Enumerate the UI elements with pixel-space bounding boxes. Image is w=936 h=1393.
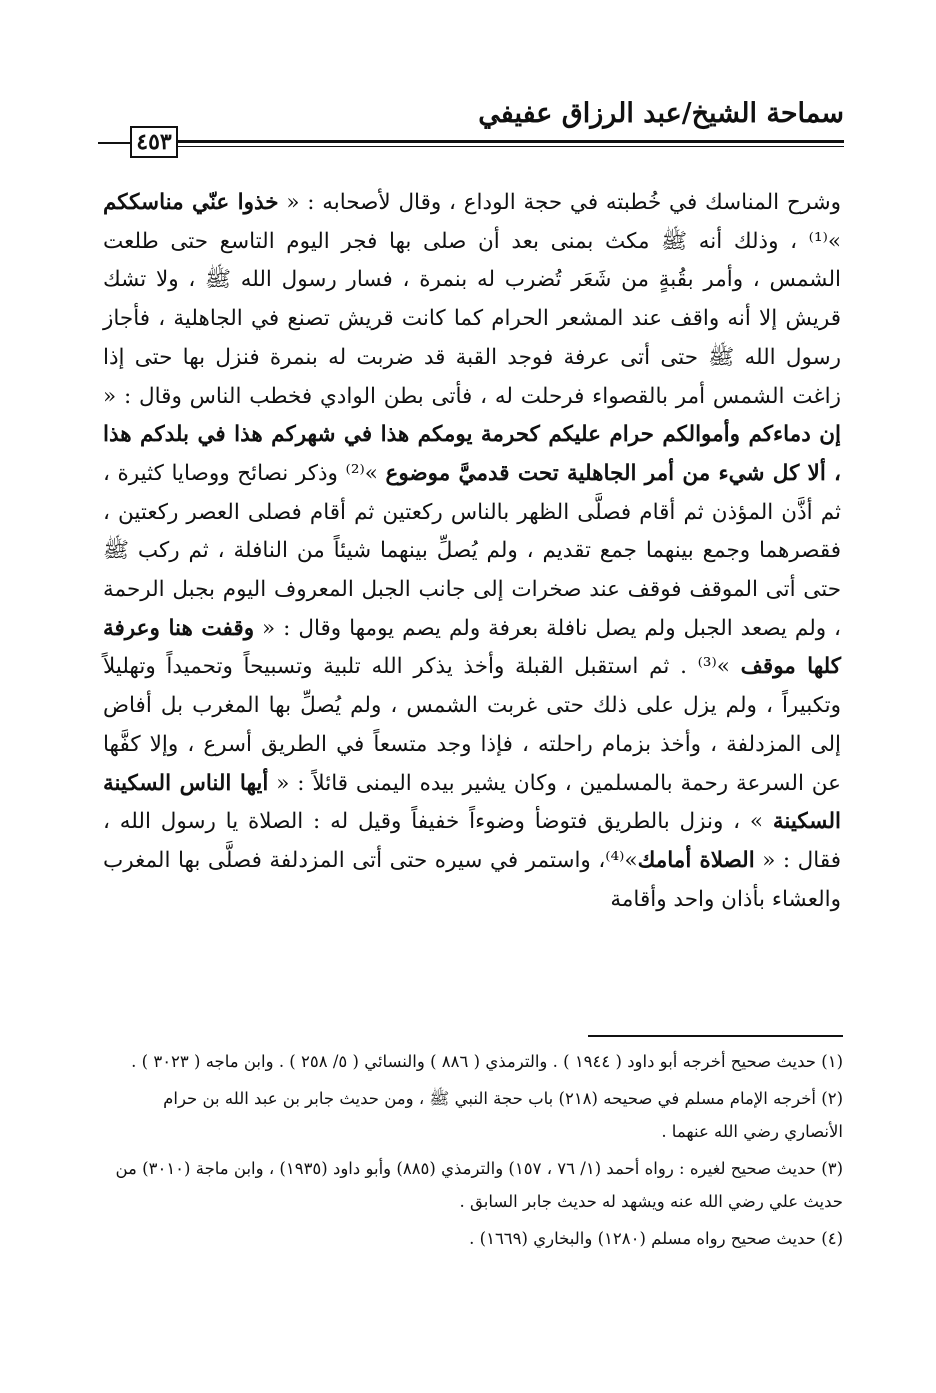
quote-run: وقفت هنا وعرفة كلها موقف [103, 615, 841, 680]
page-header [98, 98, 844, 168]
page-number: ٤٥٣ [130, 126, 178, 158]
text-run: »⁽³⁾ . ثم استقبل القبلة وأخذ يذكر الله تلبية وتسبيحاً وتحميداً وتهليلاً وتكبيراً ، ولم يزل على ذلك حتى غربت الشمس ، ولم يُصلِّ بها المغرب بل أفاض إلى المزدلفة ، وأخذ بزمام راحلته ، فإذا وجد متسعاً في الطريق أسرع ، وإلا كفَّها عن السرعة رحمة بالمسلمين ، وكان يشير بيده اليمنى قائلاً : « [103, 654, 841, 796]
quote-run: خذوا عنّي مناسككم [103, 190, 279, 215]
quote-run: إن دماءكم وأموالكم حرام عليكم كحرمة يومكم هذا في شهركم هذا في بلدكم هذا ، ألا كل شيء من أمر الجاهلية تحت قدميَّ موضوع [103, 422, 841, 486]
footnote: (٣) حديث صحيح لغيره : رواه أحمد (١/ ٧٦ ، ١٥٧) والترمذي (٨٨٥) وأبو داود (١٩٣٥) ، وابن ماجة (٣٠١٠) من حديث علي رضي الله عنه ويشهد له حديث جابر السابق . [115, 1159, 843, 1211]
text-run: »⁽¹⁾ ، وذلك أنه ﷺ مكث بمنى بعد أن صلى بها فجر اليوم التاسع حتى طلعت الشمس ، وأمر بقُبةٍ من شَعَر تُضرب له بنمرة ، فسار رسول الله ﷺ ، ولا تشك قريش إلا أنه واقف عند المشعر الحرام كما كانت قريش تصنع في الجاهلية ، فأجاز رسول الله ﷺ حتى أتى عرفة فوجد القبة قد ضربت له بنمرة فنزل بها حتى إذا زاغت الشمس أمر بالقصواء فرحلت له ، فأتى بطن الوادي فخطب الناس وقال : « [103, 228, 841, 409]
footnotes [103, 1045, 843, 1259]
text-run: وشرح المناسك في خُطبته في حجة الوداع ، وقال لأصحابه : « [286, 190, 841, 215]
footnote: (٢) أخرجه الإمام مسلم في صحيحه (٢١٨) باب حجة النبي ﷺ ، ومن حديث جابر بن عبد الله بن حرام الأنصاري رضي الله عنهما . [163, 1089, 843, 1141]
footnote: (١) حديث صحيح أخرجه أبو داود ( ١٩٤٤ ) . والترمذي ( ٨٨٦ ) والنسائي ( ٥/ ٢٥٨ ) . وابن ماجه ( ٣٠٢٣ ) . [131, 1052, 843, 1071]
footnote-separator [588, 1035, 843, 1037]
header-rule-thin [168, 146, 844, 147]
text-run: »⁽⁴⁾، واستمر في سيره حتى أتى المزدلفة فصلَّى بها المغرب والعشاء بأذان واحد وأقامة [103, 847, 841, 912]
text-run: » ، ونزل بالطريق فتوضأ وضوءاً خفيفاً وقيل له : الصلاة يا رسول الله ، فقال : « [103, 809, 841, 873]
footnote: (٤) حديث صحيح رواه مسلم (١٢٨٠) والبخاري (١٦٦٩) . [469, 1229, 843, 1248]
header-rule [168, 140, 844, 143]
quote-run: الصلاة أمامك [637, 847, 755, 873]
main-text [103, 184, 841, 919]
running-title: سماحة الشيخ/عبد الرزاق عفيفي [478, 98, 844, 129]
quote-run: أيها الناس السكينة السكينة [103, 770, 841, 835]
main-paragraph [103, 184, 841, 919]
text-run: »⁽²⁾ وذكر نصائح ووصايا كثيرة ، ثم أذَّن المؤذن ثم أقام فصلَّى الظهر بالناس ركعتين ثم أقام فصلى العصر ركعتين ، فقصرهما وجمع بينهما جمع تقديم ، ولم يُصلِّ بينهما شيئاً من النافلة ، ثم ركب ﷺ حتى أتى الموقف فوقف عند صخرات إلى جانب الجبل المعروف اليوم بجبل الرحمة ، ولم يصعد الجبل ولم يصل نافلة بعرفة ولم يصم يومها وقال : « [103, 460, 842, 641]
